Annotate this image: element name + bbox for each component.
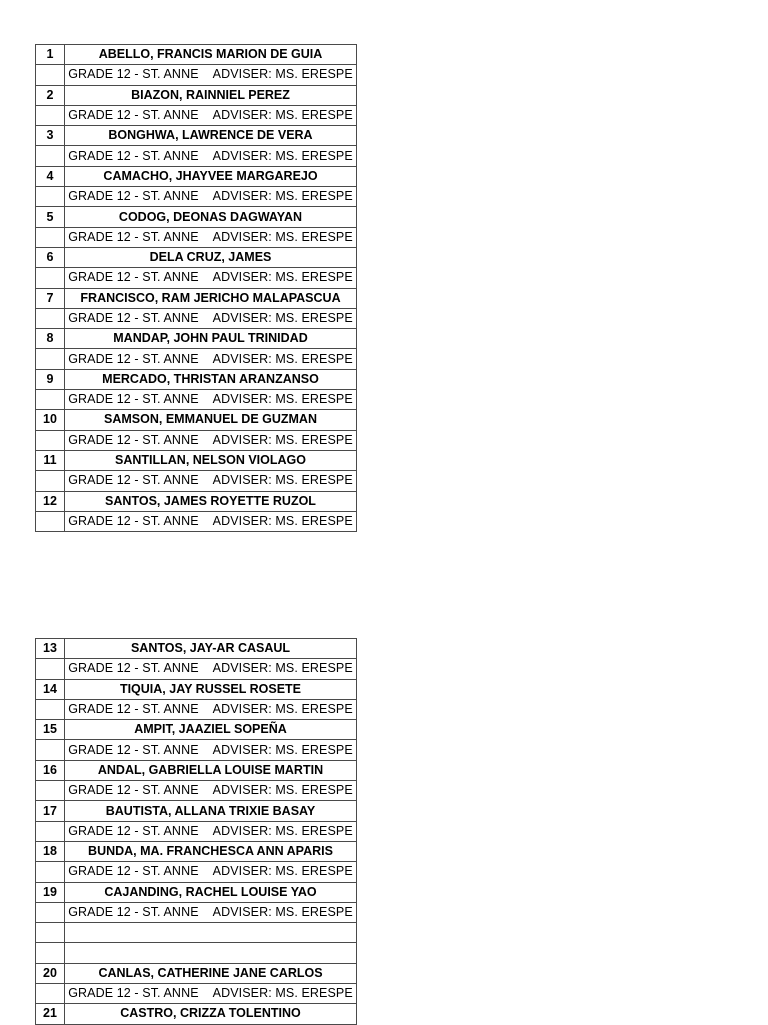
blank-number-cell: [36, 65, 65, 85]
blank-number-cell: [36, 268, 65, 288]
adviser-label: ADVISER: MS. ERESPE: [212, 67, 353, 82]
grade-section: GRADE 12 - ST. ANNE: [68, 270, 199, 285]
grade-section: GRADE 12 - ST. ANNE: [68, 311, 199, 325]
grade-section: GRADE 12 - ST. ANNE: [68, 473, 199, 488]
student-info-row: [36, 390, 357, 410]
grade-section: GRADE 12 - ST. ANNE: [68, 986, 199, 1001]
blank-number-cell: [36, 146, 65, 166]
adviser-label: ADVISER: MS. ERESPE: [212, 473, 353, 488]
student-info-row: [36, 146, 357, 166]
grade-section: GRADE 12 - ST. ANNE: [68, 742, 199, 757]
student-name: BAUTISTA, ALLANA TRIXIE BASAY: [65, 801, 357, 821]
student-number: 17: [36, 801, 65, 821]
student-number: 14: [36, 679, 65, 699]
student-info: [65, 740, 357, 760]
student-name-row: [36, 288, 357, 308]
adviser-label: ADVISER: MS. ERESPE: [212, 351, 353, 366]
student-name: ABELLO, FRANCIS MARION DE GUIA: [65, 45, 357, 65]
adviser-label: ADVISER: MS. ERESPE: [212, 783, 353, 798]
blank-number-cell: [36, 902, 65, 922]
student-info: [65, 105, 357, 125]
blank-number-cell: [36, 781, 65, 801]
student-info: [65, 146, 357, 166]
grade-section: GRADE 12 - ST. ANNE: [68, 823, 199, 838]
adviser-label: ADVISER: MS. ERESPE: [212, 108, 353, 123]
student-name: MERCADO, THRISTAN ARANZANSO: [65, 369, 357, 389]
student-info: [65, 268, 357, 288]
student-name-row: [36, 329, 357, 349]
student-name: AMPIT, JAAZIEL SOPEÑA: [65, 720, 357, 740]
student-info-row: [36, 268, 357, 288]
adviser-label: ADVISER: MS. ERESPE: [212, 513, 353, 528]
adviser-label: ADVISER: MS. ERESPE: [212, 148, 353, 163]
student-name: FRANCISCO, RAM JERICHO MALAPASCUA: [65, 288, 357, 308]
student-info-row: [36, 862, 357, 882]
grade-section: GRADE 12 - ST. ANNE: [68, 67, 199, 82]
student-info-row: [36, 65, 357, 85]
student-name-row: [36, 679, 357, 699]
student-name-row: [36, 801, 357, 821]
student-name: CANLAS, CATHERINE JANE CARLOS: [65, 963, 357, 983]
student-info: [65, 308, 357, 328]
student-number: 12: [36, 491, 65, 511]
student-name: CAMACHO, JHAYVEE MARGAREJO: [65, 166, 357, 186]
student-info-row: [36, 187, 357, 207]
student-number: 9: [36, 369, 65, 389]
student-name-row: [36, 841, 357, 861]
blank-number-cell: [36, 923, 65, 943]
student-number: 20: [36, 963, 65, 983]
student-number: 6: [36, 247, 65, 267]
grade-section: GRADE 12 - ST. ANNE: [68, 432, 199, 447]
student-name-row: [36, 45, 357, 65]
blank-number-cell: [36, 984, 65, 1004]
student-roster-table-1: [35, 44, 357, 532]
student-info-row: [36, 511, 357, 531]
student-name: ANDAL, GABRIELLA LOUISE MARTIN: [65, 760, 357, 780]
student-info: [65, 430, 357, 450]
adviser-label: ADVISER: MS. ERESPE: [212, 189, 353, 204]
blank-number-cell: [36, 105, 65, 125]
adviser-label: ADVISER: MS. ERESPE: [212, 432, 353, 447]
student-name-row: [36, 410, 357, 430]
student-name-row: [36, 166, 357, 186]
blank-number-cell: [36, 862, 65, 882]
blank-number-cell: [36, 511, 65, 531]
student-name-row: [36, 247, 357, 267]
roster-body-1: [36, 45, 357, 532]
student-info: [65, 349, 357, 369]
blank-number-cell: [36, 943, 65, 963]
blank-number-cell: [36, 349, 65, 369]
student-name-row: [36, 450, 357, 470]
blank-number-cell: [36, 187, 65, 207]
student-info-row: [36, 227, 357, 247]
student-number: 5: [36, 207, 65, 227]
student-info-row: [36, 349, 357, 369]
grade-section: GRADE 12 - ST. ANNE: [68, 702, 199, 717]
student-info: [65, 390, 357, 410]
student-name: BIAZON, RAINNIEL PEREZ: [65, 85, 357, 105]
student-info: [65, 187, 357, 207]
student-name-row: [36, 639, 357, 659]
adviser-label: ADVISER: MS. ERESPE: [212, 661, 353, 676]
blank-number-cell: [36, 430, 65, 450]
student-name: SANTOS, JAMES ROYETTE RUZOL: [65, 491, 357, 511]
student-name: CODOG, DEONAS DAGWAYAN: [65, 207, 357, 227]
blank-row: [36, 923, 357, 943]
student-info: [65, 471, 357, 491]
grade-section: GRADE 12 - ST. ANNE: [68, 905, 199, 919]
student-info-row: [36, 659, 357, 679]
student-name: CAJANDING, RACHEL LOUISE YAO: [65, 882, 357, 902]
roster-body-2: [36, 639, 357, 1025]
grade-section: GRADE 12 - ST. ANNE: [68, 229, 199, 244]
student-name: DELA CRUZ, JAMES: [65, 247, 357, 267]
student-name: TIQUIA, JAY RUSSEL ROSETE: [65, 679, 357, 699]
student-number: 7: [36, 288, 65, 308]
student-name: SANTILLAN, NELSON VIOLAGO: [65, 450, 357, 470]
grade-section: GRADE 12 - ST. ANNE: [68, 351, 199, 366]
student-number: 13: [36, 639, 65, 659]
grade-section: GRADE 12 - ST. ANNE: [68, 108, 199, 123]
adviser-label: ADVISER: MS. ERESPE: [212, 311, 353, 325]
student-number: 1: [36, 45, 65, 65]
adviser-label: ADVISER: MS. ERESPE: [212, 270, 353, 285]
adviser-label: ADVISER: MS. ERESPE: [212, 823, 353, 838]
student-info: [65, 699, 357, 719]
student-info-row: [36, 781, 357, 801]
student-name: MANDAP, JOHN PAUL TRINIDAD: [65, 329, 357, 349]
student-info-row: [36, 471, 357, 491]
grade-section: GRADE 12 - ST. ANNE: [68, 661, 199, 676]
grade-section: GRADE 12 - ST. ANNE: [68, 148, 199, 163]
student-number: 4: [36, 166, 65, 186]
adviser-label: ADVISER: MS. ERESPE: [212, 864, 353, 879]
blank-number-cell: [36, 308, 65, 328]
student-info: [65, 781, 357, 801]
student-name-row: [36, 963, 357, 983]
grade-section: GRADE 12 - ST. ANNE: [68, 783, 199, 798]
student-name-row: [36, 1004, 357, 1024]
student-name: BONGHWA, LAWRENCE DE VERA: [65, 126, 357, 146]
student-number: 18: [36, 841, 65, 861]
student-number: 8: [36, 329, 65, 349]
student-roster-table-2: [35, 638, 357, 1025]
student-name: CASTRO, CRIZZA TOLENTINO: [65, 1004, 357, 1024]
blank-number-cell: [36, 390, 65, 410]
student-name: SAMSON, EMMANUEL DE GUZMAN: [65, 410, 357, 430]
student-number: 21: [36, 1004, 65, 1024]
student-info: [65, 227, 357, 247]
student-name-row: [36, 369, 357, 389]
grade-section: GRADE 12 - ST. ANNE: [68, 392, 199, 407]
student-info: [65, 984, 357, 1004]
blank-number-cell: [36, 740, 65, 760]
student-name-row: [36, 207, 357, 227]
student-number: 15: [36, 720, 65, 740]
student-name-row: [36, 760, 357, 780]
blank-number-cell: [36, 699, 65, 719]
adviser-label: ADVISER: MS. ERESPE: [212, 392, 353, 407]
adviser-label: ADVISER: MS. ERESPE: [212, 702, 353, 717]
blank-number-cell: [36, 227, 65, 247]
student-info-row: [36, 699, 357, 719]
student-number: 2: [36, 85, 65, 105]
student-info-row: [36, 984, 357, 1004]
grade-section: GRADE 12 - ST. ANNE: [68, 513, 199, 528]
student-number: 10: [36, 410, 65, 430]
student-info: [65, 902, 357, 922]
blank-row: [36, 943, 357, 963]
student-name-row: [36, 126, 357, 146]
blank-cell: [65, 923, 357, 943]
student-info: [65, 821, 357, 841]
student-number: 3: [36, 126, 65, 146]
student-name-row: [36, 85, 357, 105]
grade-section: GRADE 12 - ST. ANNE: [68, 864, 199, 879]
student-info-row: [36, 821, 357, 841]
student-info: [65, 659, 357, 679]
student-info: [65, 511, 357, 531]
student-info-row: [36, 902, 357, 922]
adviser-label: ADVISER: MS. ERESPE: [212, 986, 353, 1001]
student-info-row: [36, 308, 357, 328]
student-info-row: [36, 740, 357, 760]
student-number: 16: [36, 760, 65, 780]
student-name-row: [36, 720, 357, 740]
blank-number-cell: [36, 821, 65, 841]
student-number: 19: [36, 882, 65, 902]
blank-cell: [65, 943, 357, 963]
adviser-label: ADVISER: MS. ERESPE: [212, 229, 353, 244]
blank-number-cell: [36, 659, 65, 679]
student-name: BUNDA, MA. FRANCHESCA ANN APARIS: [65, 841, 357, 861]
adviser-label: ADVISER: MS. ERESPE: [212, 742, 353, 757]
student-name-row: [36, 882, 357, 902]
student-info-row: [36, 430, 357, 450]
student-info: [65, 862, 357, 882]
student-number: 11: [36, 450, 65, 470]
adviser-label: ADVISER: MS. ERESPE: [212, 905, 353, 919]
student-name-row: [36, 491, 357, 511]
student-info: [65, 65, 357, 85]
blank-number-cell: [36, 471, 65, 491]
grade-section: GRADE 12 - ST. ANNE: [68, 189, 199, 204]
student-name: SANTOS, JAY-AR CASAUL: [65, 639, 357, 659]
student-info-row: [36, 105, 357, 125]
